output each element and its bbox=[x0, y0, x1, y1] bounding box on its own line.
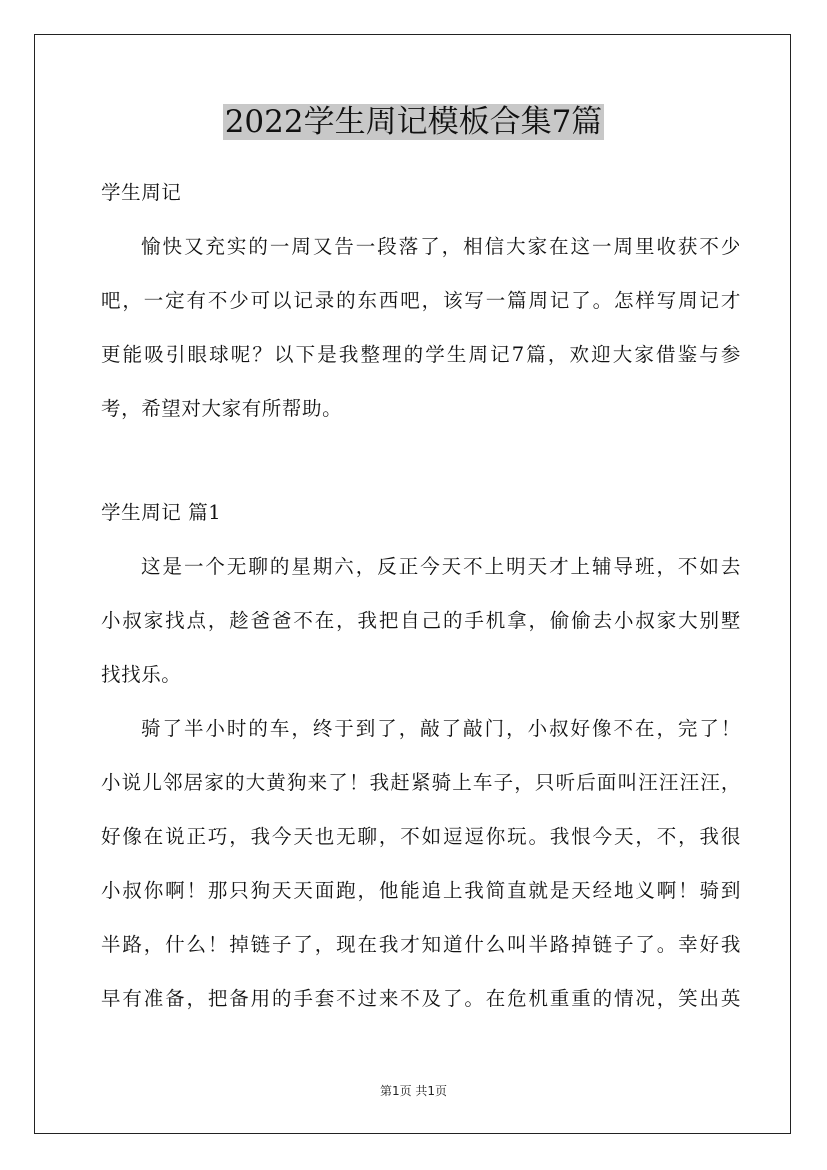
paragraph-line: 早有准备，把备用的手套不过来不及了。在危机重重的情况，笑出英 bbox=[101, 987, 741, 1010]
document-body bbox=[101, 170, 741, 1030]
paragraph-line: 小叔家找点，趁爸爸不在，我把自己的手机拿，偷偷去小叔家大别墅 bbox=[101, 609, 741, 632]
paragraph-line: 小叔你啊！那只狗天天面跑，他能追上我简直就是天经地义啊！骑到 bbox=[101, 879, 741, 902]
page-footer: 第1页 共1页 bbox=[379, 1084, 448, 1098]
paragraph-line: 好像在说正巧，我今天也无聊，不如逗逗你玩。我恨今天，不，我很 bbox=[101, 825, 741, 848]
paragraph-line: 半路，什么！掉链子了，现在我才知道什么叫半路掉链子了。幸好我 bbox=[101, 933, 741, 956]
document-title: 2022学生周记模板合集7篇 bbox=[224, 104, 603, 140]
intro-line: 考，希望对大家有所帮助。 bbox=[101, 397, 343, 420]
intro-line: 愉快又充实的一周又告一段落了，相信大家在这一周里收获不少 bbox=[141, 235, 741, 258]
section-gap bbox=[101, 440, 741, 490]
intro-line: 吧，一定有不少可以记录的东西吧，该写一篇周记了。怎样写周记才 bbox=[101, 289, 741, 312]
paragraph-line: 找找乐。 bbox=[101, 663, 182, 686]
intro-heading: 学生周记 bbox=[101, 181, 182, 204]
section1-heading: 学生周记 篇1 bbox=[101, 501, 222, 524]
intro-line: 更能吸引眼球呢？以下是我整理的学生周记7篇，欢迎大家借鉴与参 bbox=[101, 343, 741, 366]
paragraph-line: 这是一个无聊的星期六，反正今天不上明天才上辅导班，不如去 bbox=[141, 555, 741, 578]
paragraph-line: 小说儿邻居家的大黄狗来了！我赶紧骑上车子，只听后面叫汪汪汪汪， bbox=[101, 771, 741, 794]
paragraph-line: 骑了半小时的车，终于到了，敲了敲门，小叔好像不在，完了！ bbox=[141, 717, 741, 740]
